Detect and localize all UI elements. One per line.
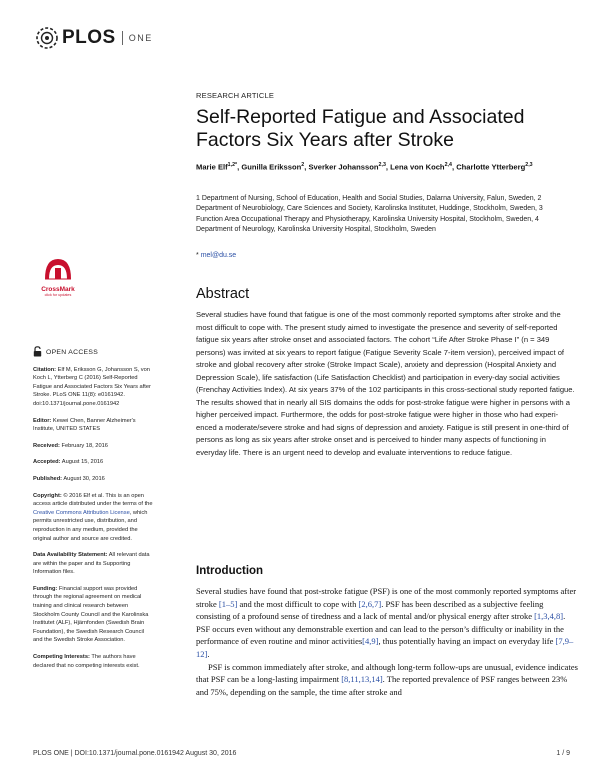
journal-name: ONE	[128, 33, 153, 43]
author-affiliation-marker: 1,2*	[227, 162, 238, 168]
license-link[interactable]: Creative Commons Attribution License	[33, 509, 130, 516]
plos-brand: PLOS	[62, 27, 116, 48]
crossmark-sub: click for updates	[44, 293, 72, 297]
data-availability-block	[33, 551, 155, 577]
funding-block	[33, 585, 155, 645]
reference-link[interactable]: [1–5]	[218, 598, 238, 609]
author-affiliation-marker: 2	[301, 162, 305, 168]
received-label: Received:	[33, 442, 60, 449]
open-access-label: OPEN ACCESS	[46, 349, 99, 356]
author-list: Marie Elf$^{1,2*}$, Gunilla Eriksson$^2$, Sverker Johansson$^{2,3}$, Lena von Koch$^{2,4}$, Charlotte Ytterberg$^{2,3}$	[196, 162, 533, 172]
introduction-paragraph: PSF is common immediately after stroke, and although long-term follow-ups are unusual, evidence indicates that PSF can be a long-lasting impairment [8,11,13,14]. The reported prevalence of PSF ranges between 23% and 75%, depending on the sample, the time after stroke and	[196, 661, 578, 697]
introduction-paragraph: Several studies have found that post-stroke fatigue (PSF) is one of the most commonly reported symptoms after stroke [1–5] and the most difficult to cope with [2,6,7]. PSF has been described as a subjective feeling consisting of a profound sense of tiredness and a lack of mental and/or physical energy after stroke [1,3,4,8]. PSF occurs even without any demonstrable exertion and can lead to the person’s difficulty or inability in the performance of even routine and minor activities[4,9], thus potentially having an impact on everyday life [7,9–12].	[196, 586, 577, 659]
plos-logo-icon	[35, 26, 59, 50]
author-name: Charlotte Ytterberg	[456, 162, 526, 172]
crossmark-badge[interactable]	[33, 255, 83, 297]
data-availability-label: Data Availability Statement:	[33, 552, 108, 559]
reference-link[interactable]: [8,11,13,14]	[341, 674, 383, 685]
page-number: 1 / 9	[556, 750, 570, 757]
copyright-text: © 2016 Elf et al. This is an open access article distributed under the terms of the	[33, 492, 153, 508]
editor-block	[33, 417, 155, 434]
plos-logo[interactable]	[35, 26, 153, 50]
accepted-date: August 15, 2016	[61, 459, 104, 466]
open-lock-icon	[33, 346, 42, 361]
citation-text: Elf M, Eriksson G, Johansson S, von Koch L, Ytterberg C (2016) Self-Reported Fatigue and Associated Factors Six Years after Stroke. PLoS ONE 11(8): e0161942. doi:10.1371/journal.pone.0161942	[33, 366, 151, 407]
crossmark-label: CrossMark	[41, 286, 75, 293]
funding-label: Funding:	[33, 585, 58, 592]
article-title: Self-Reported Fatigue and Associated Factors Six Years after Stroke	[196, 106, 525, 151]
reference-link[interactable]: [1,3,4,8]	[534, 611, 564, 622]
editor-label: Editor:	[33, 417, 52, 424]
accepted-block	[33, 458, 155, 467]
abstract-body	[196, 309, 576, 459]
author-name: Marie Elf	[196, 162, 228, 172]
competing-text: The authors have declared that no competing interests exist.	[33, 654, 140, 669]
citation-label: Citation:	[33, 366, 57, 373]
article-type: RESEARCH ARTICLE	[196, 91, 275, 100]
author-affiliation-marker: 2,3	[378, 162, 386, 168]
author-affiliation-marker: 2,3	[525, 162, 533, 168]
corresponding-email	[196, 252, 236, 259]
introduction-heading: Introduction	[196, 565, 264, 577]
copyright-block	[33, 492, 155, 544]
logo-divider	[122, 31, 123, 45]
footer-citation: PLOS ONE | DOI:10.1371/journal.pone.0161942 August 30, 2016	[33, 750, 237, 757]
author-name: Sverker Johansson	[308, 162, 379, 172]
funding-text: Financial support was provided through the regional agreement on medical training and clinical research between Stockholm County Council and the Karolinska Institutet (ALF), Hjärnfonden (Swedish Brain Foundation), the Swedish Research Council and the Swedish Stroke Association.	[33, 585, 149, 644]
author-name: Lena von Koch	[390, 162, 445, 172]
reference-link[interactable]: [7,9–12]	[196, 636, 574, 659]
copyright-label: Copyright:	[33, 492, 62, 499]
author-affiliation-marker: 2,4	[444, 162, 452, 168]
email-mark: *	[196, 252, 199, 259]
abstract-heading: Abstract	[196, 286, 250, 302]
page-footer	[33, 750, 570, 762]
citation-block	[33, 366, 155, 409]
crossmark-icon	[33, 255, 83, 285]
published-block	[33, 475, 155, 484]
abstract-text: Several studies have found that fatigue is one of the most commonly reported symptoms after stroke and the most difficult to cope with. The present study aimed to investigate the presence and severity of self-reported fatigue six years after stroke onset and associated factors. The cohort “Life After Stroke Phase I” (n = 349 persons) was invited at six years to report fatigue (Fatigue Severity Scale 7-item version), perceived impact of stroke and global recovery after stroke (Stroke Impact Scale), anxiety and depression (Hospital Anxiety and Depression Scale), life satisfaction (Life Satisfaction Checklist) and participation in every-day social activities (Frenchay Activities Index). At six years 37% of the 102 participants in this cross-sectional study reported fatigue. The results showed that in nearly all SIS domains the odds for post-stroke fatigue were higher in persons with a higher perceived impact. Furthermore, the odds for post-stroke fatigue were higher in those who had experi-enced a moderate/severe stroke and had signs of depression and anxiety. Fatigue is still present in one-third of persons as long as six years after stroke onset and is perceived to hinder many aspects of functioning in everyday life. There is an urgent need to develop and evaluate interventions to reduce fatigue.	[196, 310, 575, 457]
published-label: Published:	[33, 475, 63, 482]
editor-text: Kewei Chen, Banner Alzheimer's Institute, UNITED STATES	[33, 417, 136, 433]
received-block	[33, 442, 155, 451]
received-date: February 18, 2016	[61, 442, 108, 449]
competing-interests-block	[33, 653, 155, 670]
reference-link[interactable]: [4,9]	[362, 636, 379, 647]
article-info-sidebar	[33, 346, 155, 678]
author-name: Gunilla Eriksson	[241, 162, 302, 172]
email-link[interactable]: mel@du.se	[200, 252, 237, 259]
introduction-body	[196, 585, 578, 698]
reference-link[interactable]: [2,6,7]	[358, 598, 382, 609]
competing-label: Competing Interests:	[33, 654, 90, 661]
copyright-text-end: , which permits unrestricted use, distribution, and reproduction in any medium, provided the original author and source are credited.	[33, 509, 148, 542]
affiliations: 1 Department of Nursing, School of Education, Health and Social Studies, Dalarna University, Falun, Sweden, 2 Department of Neurobiology, Care Sciences and Society, Karolinska Institutet, Huddinge, Stockholm, Sweden, 3 Function Area Occupational Therapy and Physiotherapy, Karolinska University Hospital, Stockholm, Sweden, 4 Department of Neurology, Karolinska University Hospital, Stockholm, Sweden	[196, 195, 543, 234]
open-access	[33, 346, 155, 361]
accepted-label: Accepted:	[33, 459, 61, 466]
published-date: August 30, 2016	[63, 475, 105, 482]
data-availability-text: All relevant data are within the paper and its Supporting Information files.	[33, 552, 150, 576]
